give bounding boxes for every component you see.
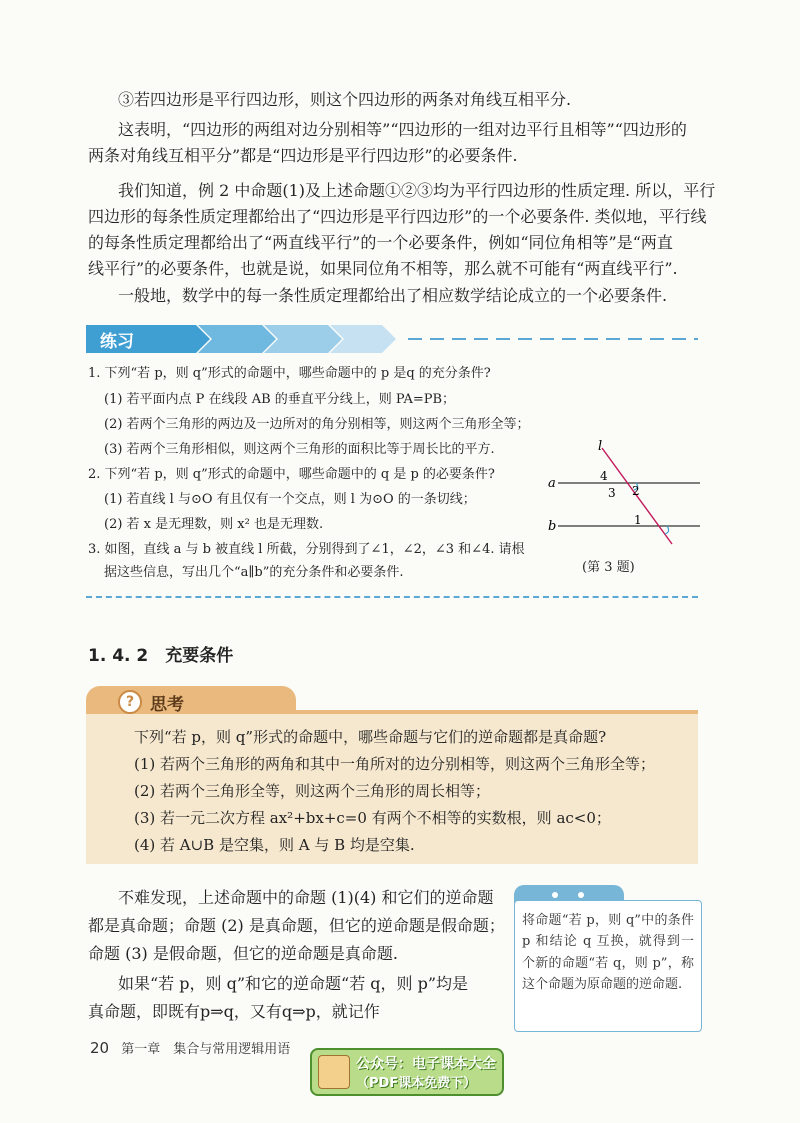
note-dot-icon (578, 892, 584, 898)
intro-p3-line3: 的每条性质定理都给出了“两直线平行”的一个必要条件，例如“同位角相等”是“两直 (88, 233, 673, 252)
intro-p2-line1: 这表明，“四边形的两组对边分别相等”“四边形的一组对边平行且相等”“四边形的 (118, 120, 687, 139)
practice-q1: 1. 下列“若 p，则 q”形式的命题中，哪些命题中的 p 是q 的充分条件? (88, 366, 491, 381)
body-line-4: 如果“若 p，则 q”和它的逆命题“若 q，则 p”均是 (118, 974, 469, 993)
practice-q2: 2. 下列“若 p，则 q”形式的命题中，哪些命题中的 q 是 p 的必要条件? (88, 467, 495, 482)
practice-q1-item1: (1) 若平面内点 P 在线段 AB 的垂直平分线上，则 PA=PB； (104, 392, 456, 407)
body-line-5: 真命题，即既有p⇒q，又有q⇒p，就记作 (88, 1002, 380, 1021)
label-angle-4: 4 (600, 469, 608, 483)
page-number: 20 (90, 1039, 110, 1057)
angle-1-arc (665, 526, 669, 534)
practice-q3-line2: 据这些信息，写出几个“a∥b”的充分条件和必要条件. (104, 565, 404, 580)
practice-header-arrows (86, 325, 698, 353)
section-title: 1. 4. 2 充要条件 (88, 646, 234, 666)
practice-title: 练习 (100, 332, 134, 352)
parallel-lines-figure (540, 440, 700, 550)
practice-q2-item2: (2) 若 x 是无理数，则 x² 也是无理数. (104, 517, 324, 532)
body-line-2: 都是真命题；命题 (2) 是真命题，但它的逆命题是假命题； (88, 916, 505, 935)
side-note-text: 将命题“若 p，则 q”中的条件 p 和结论 q 互换，就得到一个新的命题“若 q，则 p”，称这个命题为原命题的逆命题. (522, 913, 694, 993)
think-item-1: (1) 若两个三角形的两角和其中一角所对的边分别相等，则这两个三角形全等； (134, 755, 656, 773)
stamp-line-2: （PDF课本免费下） (356, 1076, 477, 1091)
chapter-name: 第一章 集合与常用逻辑用语 (121, 1042, 291, 1057)
intro-p3-line4: 线平行”的必要条件，也就是说，如果同位角不相等，那么就不可能有“两直线平行”. (88, 259, 678, 278)
practice-q2-item1: (1) 若直线 l 与⊙O 有且仅有一个交点，则 l 为⊙O 的一条切线； (104, 492, 476, 507)
think-item-3: (3) 若一元二次方程 ax²+bx+c=0 有两个不相等的实数根，则 ac<0； (134, 809, 611, 827)
practice-q3-line1: 3. 如图，直线 a 与 b 被直线 l 所截，分别得到了∠1，∠2，∠3 和∠4. 请根 (88, 542, 525, 557)
body-line-1: 不难发现，上述命题中的命题 (1)(4) 和它们的逆命题 (118, 888, 494, 907)
think-item-4: (4) 若 A∪B 是空集，则 A 与 B 均是空集. (134, 836, 415, 854)
figure-caption: (第 3 题) (582, 560, 635, 575)
practice-end-divider (86, 596, 698, 598)
stamp-line-1: 公众号：电子课本大全 (356, 1056, 496, 1072)
intro-p3-line2: 四边形的每条性质定理都给出了“四边形是平行四边形”的一个必要条件. 类似地，平行线 (88, 207, 707, 226)
practice-q1-item3: (3) 若两个三角形相似，则这两个三角形的面积比等于周长比的平方. (104, 442, 495, 457)
intro-p1: ③若四边形是平行四边形，则这个四边形的两条对角线互相平分. (118, 90, 572, 109)
note-dot-icon (552, 892, 558, 898)
intro-p4: 一般地，数学中的每一条性质定理都给出了相应数学结论成立的一个必要条件. (118, 286, 668, 305)
body-line-3: 命题 (3) 是假命题，但它的逆命题是真命题. (88, 944, 398, 963)
label-b: b (548, 519, 557, 534)
question-mark-icon: ? (118, 690, 142, 714)
label-angle-2: 2 (632, 484, 640, 498)
label-angle-3: 3 (608, 486, 616, 500)
page-footer (90, 1038, 290, 1057)
label-l: l (598, 440, 603, 454)
think-title: 思考 (150, 695, 184, 715)
label-angle-1: 1 (634, 513, 642, 527)
practice-q1-item2: (2) 若两个三角形的两边及一边所对的角分别相等，则这两个三角形全等； (104, 417, 530, 432)
think-item-2: (2) 若两个三角形全等，则这两个三角形的周长相等； (134, 782, 491, 800)
intro-p3-line1: 我们知道，例 2 中命题(1)及上述命题①②③均为平行四边形的性质定理. 所以，平行 (118, 181, 716, 200)
intro-p2-line2: 两条对角线互相平分”都是“四边形是平行四边形”的必要条件. (88, 146, 518, 165)
label-a: a (548, 476, 556, 491)
watermark-stamp (310, 1048, 504, 1096)
practice-header (86, 325, 698, 357)
book-icon (318, 1055, 350, 1089)
think-intro: 下列“若 p，则 q”形式的命题中，哪些命题与它们的逆命题都是真命题? (134, 728, 607, 746)
